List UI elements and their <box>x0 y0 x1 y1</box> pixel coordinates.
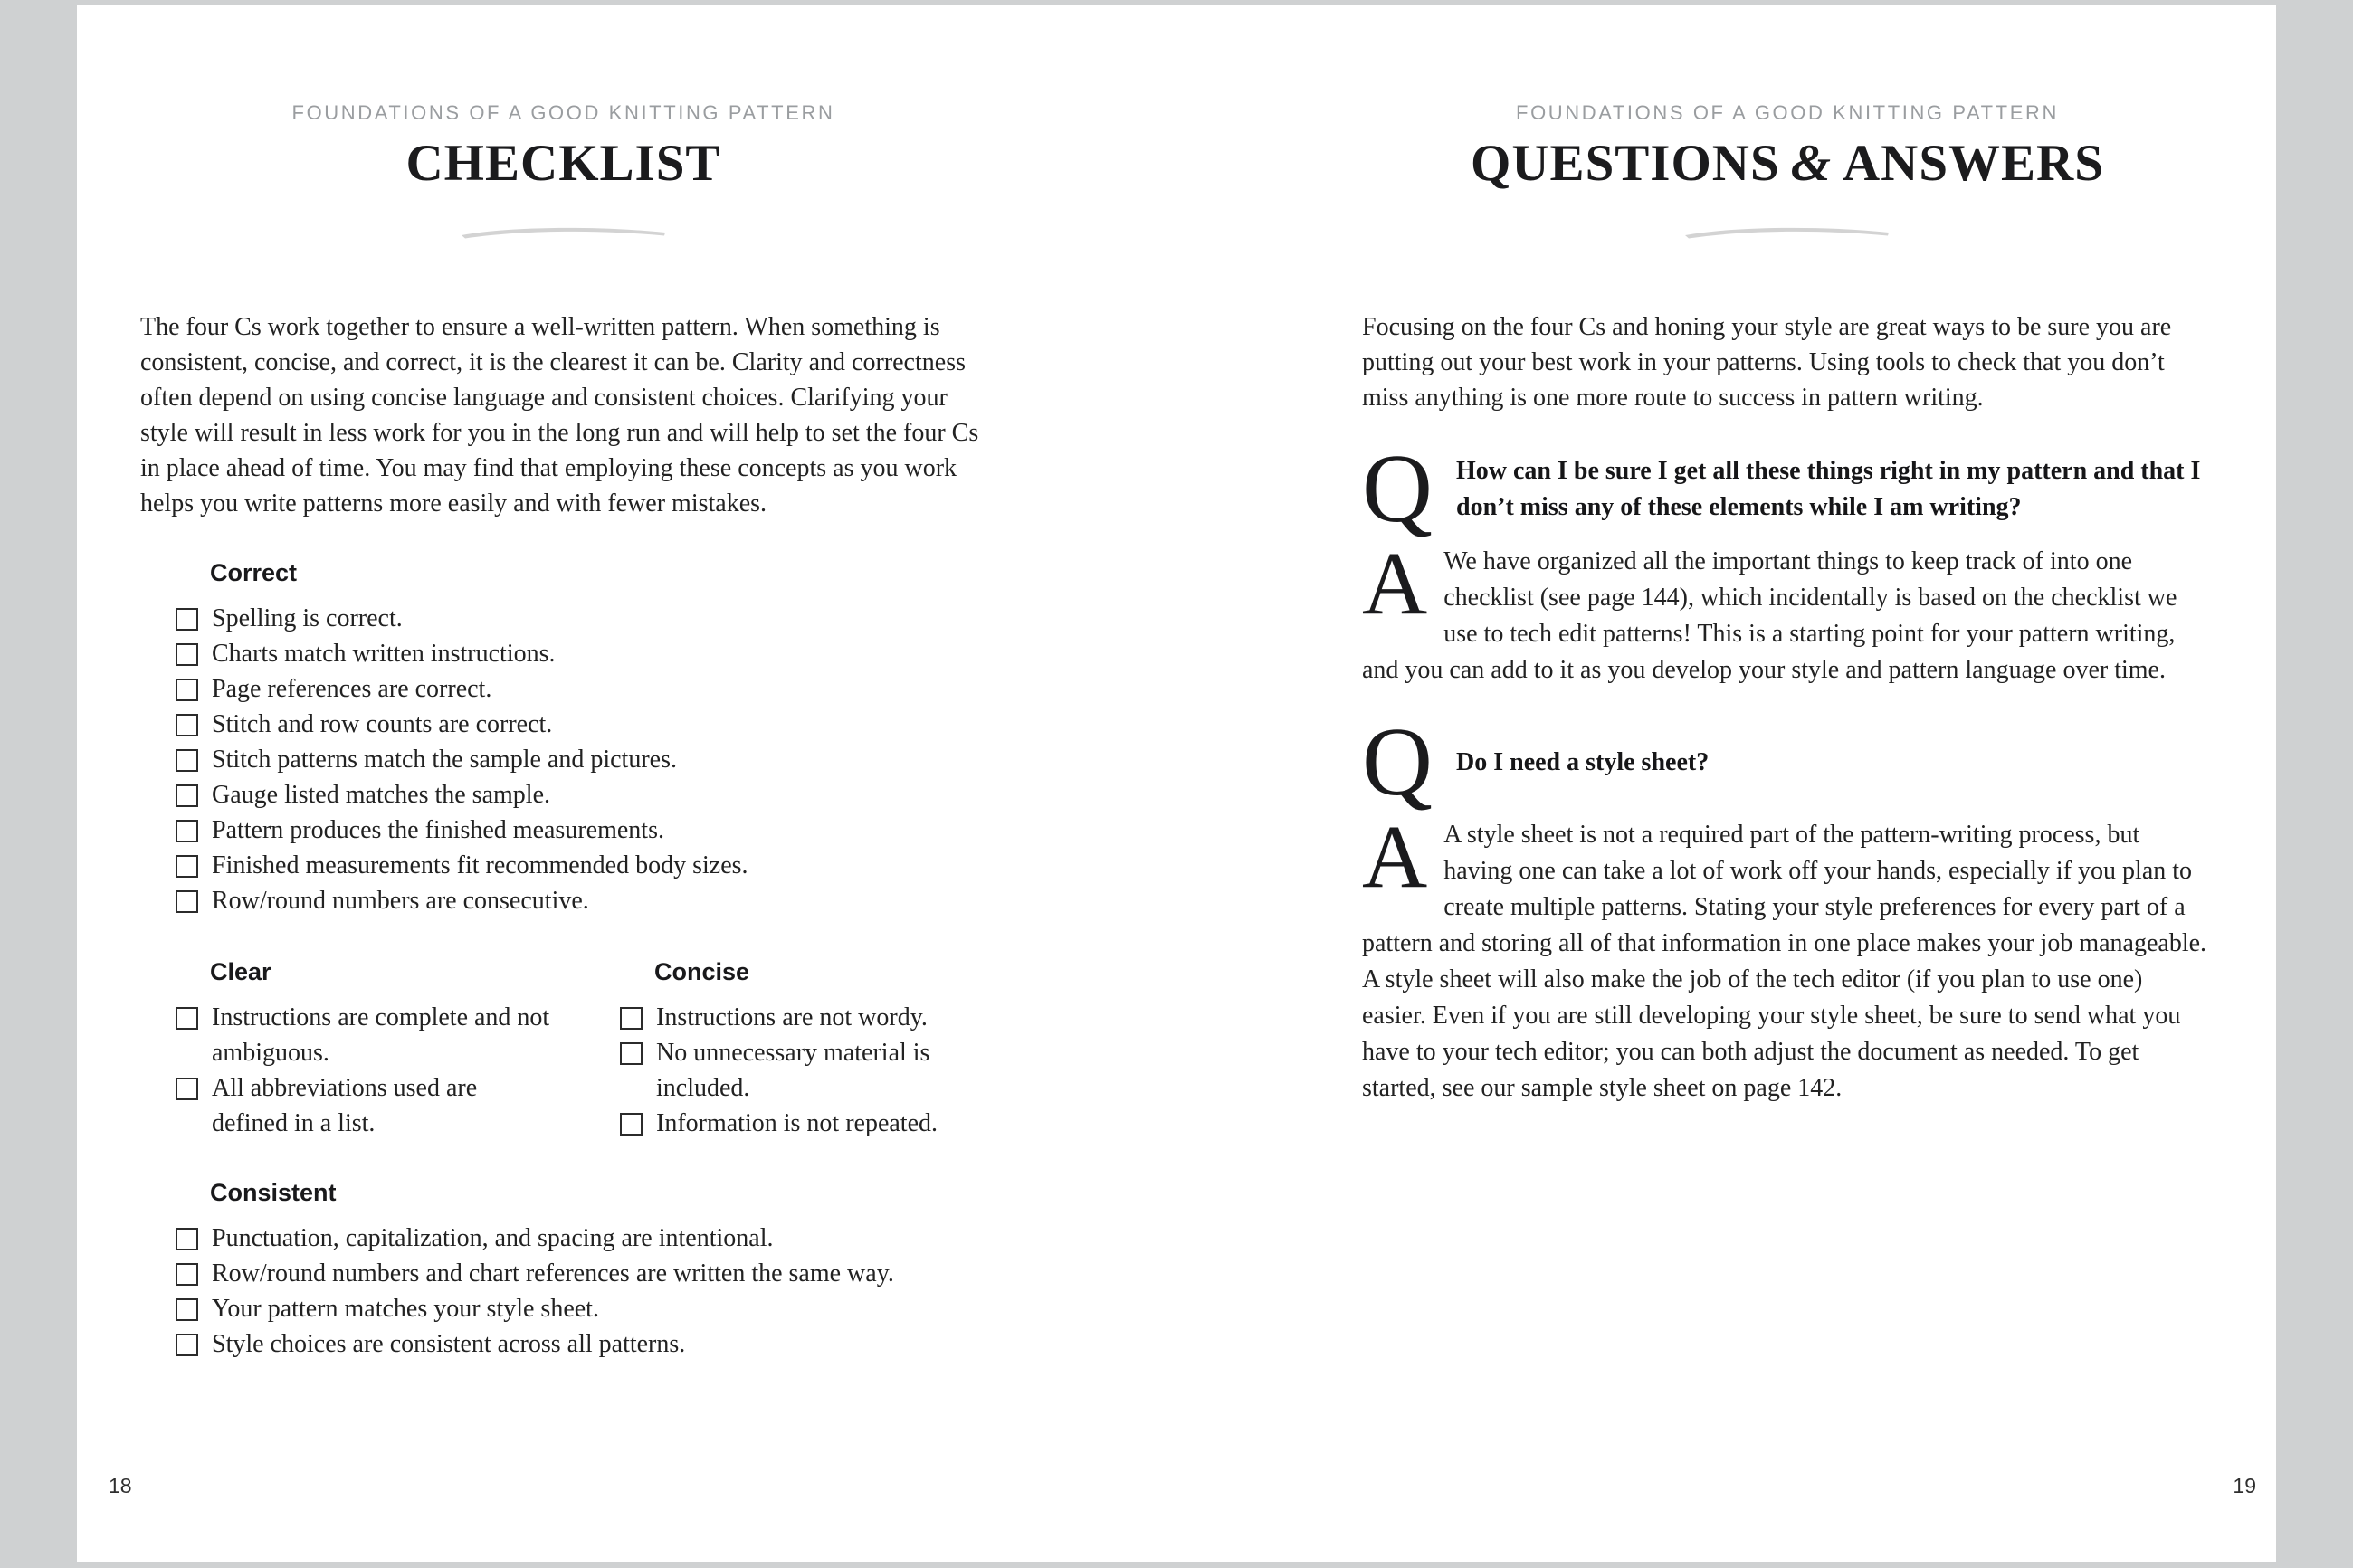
checklist-item-label: Row/round numbers are consecutive. <box>212 887 589 915</box>
checklist-item-label: Pattern produces the finished measurements. <box>212 816 664 844</box>
checklist-item <box>140 707 986 742</box>
checklist-section-correct <box>140 559 986 918</box>
question-drop-cap: Q <box>1362 708 1433 816</box>
right-eyebrow-heading: FOUNDATIONS OF A GOOD KNITTING PATTERN <box>1516 101 2059 124</box>
answer-drop-cap: A <box>1362 533 1428 633</box>
checklist-item-label: Instructions are not wordy. <box>656 1003 928 1031</box>
checkbox-icon <box>620 1042 643 1065</box>
swoosh-ornament <box>1362 223 2213 241</box>
answer-text: We have organized all the important things to keep track of into one checklist (see page 144), which incidentally is based on the checklist we use to tech edit patterns! This is a starting point for your pattern writing, and you can add to it as you develop your style and pattern language over time. <box>1362 547 2177 684</box>
title-questions: QUESTIONS <box>1471 135 1780 192</box>
checklist-item-label: Charts match written instructions. <box>212 640 556 668</box>
checklist-item-label: Page references are correct. <box>212 675 492 703</box>
title-ampersand: & <box>1790 135 1833 192</box>
answer-block <box>1362 533 2213 689</box>
checklist-heading: Consistent <box>210 1179 337 1206</box>
checklist-item-label: Information is not repeated. <box>656 1109 938 1137</box>
checklist-item-label: Style choices are consistent across all patterns. <box>212 1330 686 1358</box>
page-number-left: 18 <box>109 1474 132 1497</box>
checkbox-icon <box>176 1298 198 1321</box>
page-right-questions-answers <box>1176 5 2276 1562</box>
checklist-heading: Concise <box>654 958 750 985</box>
checklist-item-label: Instructions are complete and not ambiguous. <box>212 1003 550 1067</box>
checklist-item-label: Stitch and row counts are correct. <box>212 710 553 738</box>
checkbox-icon <box>176 1078 198 1100</box>
qa-list <box>1362 435 2213 1107</box>
question-row <box>1362 708 2213 816</box>
swoosh-ornament <box>140 223 986 241</box>
checklist-item-label: Finished measurements fit recommended body sizes. <box>212 851 748 879</box>
checkbox-icon <box>176 1263 198 1286</box>
answer-block <box>1362 806 2213 1107</box>
qa-item <box>1362 708 2213 1107</box>
checklist-item <box>140 813 986 848</box>
checkbox-icon <box>176 820 198 842</box>
checkbox-icon <box>176 890 198 913</box>
checkbox-icon <box>176 714 198 736</box>
checklist-item <box>140 636 986 671</box>
checklist-item-label: Stitch patterns match the sample and pictures. <box>212 746 677 774</box>
checkbox-icon <box>176 784 198 807</box>
left-page-title: CHECKLIST <box>405 135 721 192</box>
checklist-item <box>585 1035 973 1106</box>
checklist-item <box>140 1326 986 1362</box>
page-number-right: 19 <box>2233 1474 2256 1497</box>
right-intro-paragraph: Focusing on the four Cs and honing your style are great ways to be sure you are putting out your best work in your patterns. Using tools to check that you don’t miss anything is one more route to success in pattern writing. <box>1362 313 2172 412</box>
checklist-item <box>140 1256 986 1291</box>
left-intro-paragraph: The four Cs work together to ensure a well-written pattern. When something is consistent, concise, and correct, it is the clearest it can be. Clarity and correctness often depend on using concise language and consistent choices. Clarifying your style will result in less work for you in the long run and will help to set the four Cs in place ahead of time. You may find that employing these concepts as you work helps you write patterns more easily and with fewer mistakes. <box>140 313 979 518</box>
checklist-item <box>140 777 986 813</box>
question-row <box>1362 435 2213 543</box>
checklist-item <box>585 1106 973 1141</box>
checklist-item-label: Row/round numbers and chart references are written the same way. <box>212 1259 894 1288</box>
checkbox-icon <box>176 679 198 701</box>
checklist-item <box>140 1221 986 1256</box>
checklist-item-label: Spelling is correct. <box>212 604 403 632</box>
qa-item <box>1362 435 2213 689</box>
checklist-heading: Correct <box>210 559 298 586</box>
checkbox-icon <box>176 1334 198 1356</box>
checklist-item <box>140 1291 986 1326</box>
checklist-item-label: No unnecessary material is included. <box>656 1039 930 1102</box>
title-answers: ANSWERS <box>1843 135 2104 192</box>
checklist-item-label: Punctuation, capitalization, and spacing are intentional. <box>212 1224 774 1252</box>
question-drop-cap: Q <box>1362 435 1433 543</box>
checklist-section-concise <box>585 958 973 1141</box>
answer-text: A style sheet is not a required part of the pattern-writing process, but having one can take a lot of work off your hands, especially if you plan to create multiple patterns. Stating your style preferences for every part of a pattern and storing all of that information in one place makes your job manageable. A style sheet will also make the job of the tech editor (if you plan to use one) easier. Even if you are still developing your style sheet, be sure to send what you have to your tech editor; you can both adjust the document as needed. To get started, see our sample style sheet on page 142. <box>1362 821 2207 1102</box>
checklist-item <box>140 1000 585 1070</box>
checklist-item <box>585 1000 973 1035</box>
checklist-item-label: Your pattern matches your style sheet. <box>212 1295 599 1323</box>
checklist-section-clear <box>140 958 585 1141</box>
checkbox-icon <box>176 643 198 666</box>
checklist-item <box>140 601 986 636</box>
checklist-item-label: All abbreviations used are defined in a list. <box>212 1074 478 1137</box>
checkbox-icon <box>620 1007 643 1030</box>
checklist-item <box>140 848 986 883</box>
right-page-title <box>1362 136 2213 192</box>
checklist-section-consistent <box>140 1179 986 1362</box>
checkbox-icon <box>176 855 198 878</box>
checkbox-icon <box>620 1113 643 1136</box>
checklist-item <box>140 1070 585 1141</box>
question-text: How can I be sure I get all these things right in my pattern and that I don’t miss any of these elements while I am writing? <box>1456 457 2201 521</box>
checkbox-icon <box>176 749 198 772</box>
checkbox-icon <box>176 608 198 631</box>
checklist-heading: Clear <box>210 958 272 985</box>
checklist-item <box>140 671 986 707</box>
question-text: Do I need a style sheet? <box>1456 748 1710 776</box>
left-eyebrow-heading: FOUNDATIONS OF A GOOD KNITTING PATTERN <box>291 101 835 124</box>
checklist-two-column-row <box>140 958 986 1141</box>
checkbox-icon <box>176 1228 198 1250</box>
page-left-checklist <box>77 5 1176 1562</box>
checkbox-icon <box>176 1007 198 1030</box>
checklist-item <box>140 883 986 918</box>
checklist-item-label: Gauge listed matches the sample. <box>212 781 550 809</box>
answer-drop-cap: A <box>1362 806 1428 907</box>
book-spread <box>77 5 2276 1562</box>
checklist-item <box>140 742 986 777</box>
